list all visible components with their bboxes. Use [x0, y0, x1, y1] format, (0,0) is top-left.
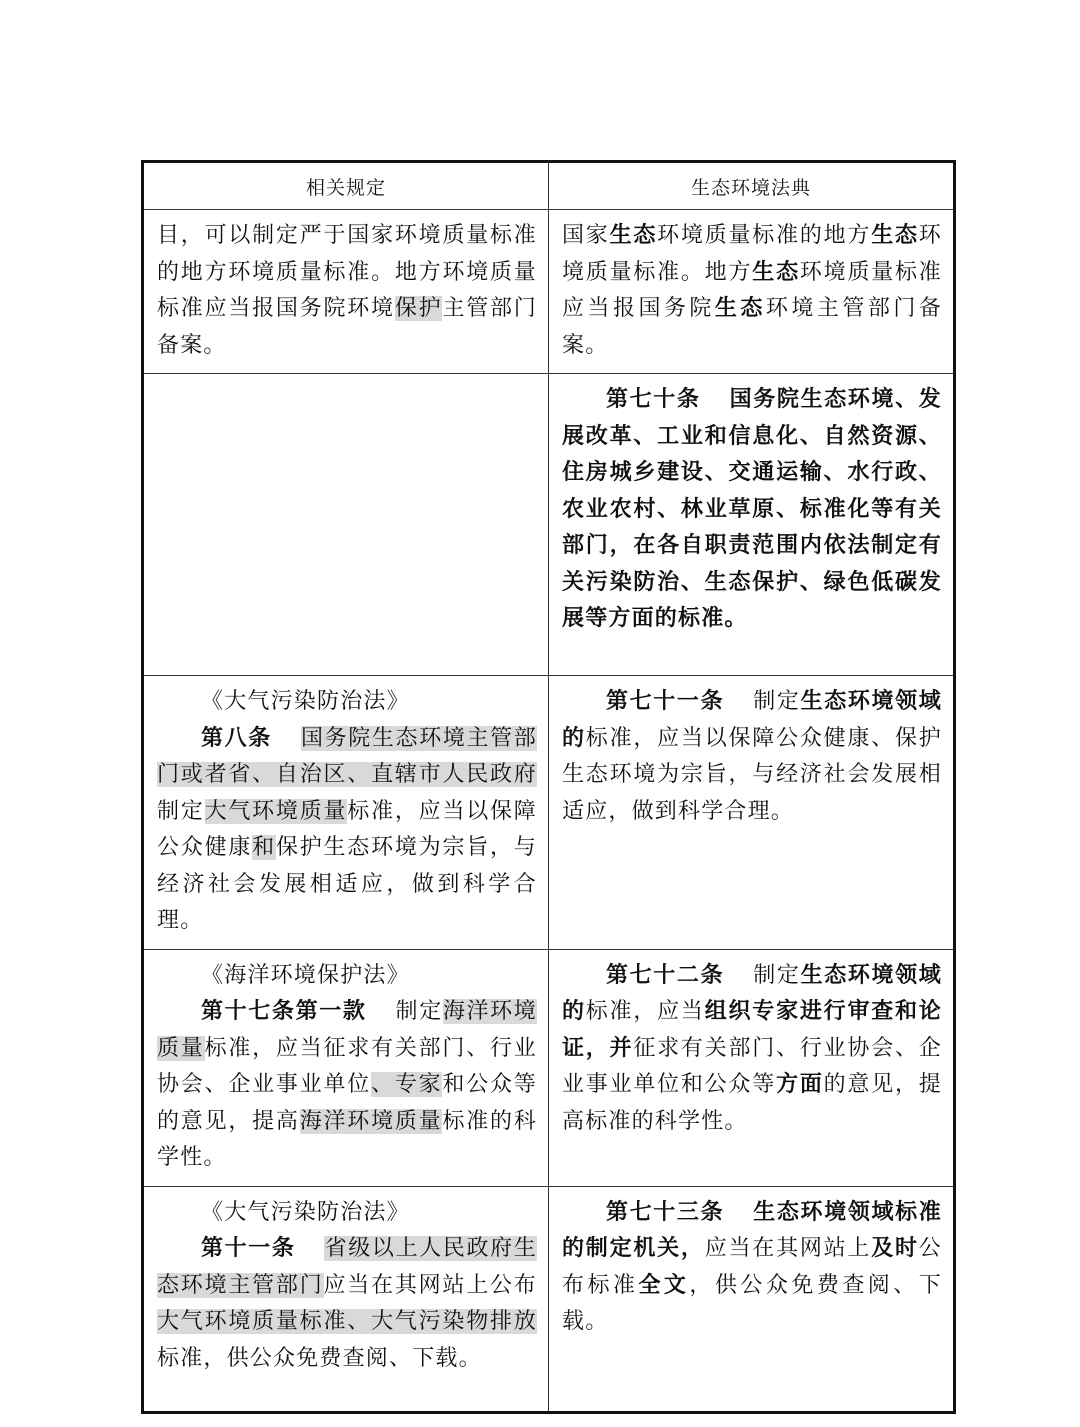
- left-cell-content: [145, 951, 547, 1185]
- text-segment: 公布标准: [562, 1236, 942, 1298]
- text-segment: 应当在其网站上: [704, 1236, 872, 1261]
- table-row: [143, 374, 955, 676]
- highlighted-text: 和: [252, 835, 276, 860]
- text-segment: 制定: [395, 999, 443, 1024]
- bold-text: 生态环境领域的: [562, 962, 942, 1024]
- text-segment: 标准，应当征求有关部门、行业协会、企业事业单位: [157, 1035, 537, 1097]
- text-segment: 的意见，提高标准的科学性。: [562, 1072, 942, 1134]
- bold-text: 生态环境领域标准的制定机关，: [562, 1199, 942, 1261]
- provision-text: [562, 218, 942, 364]
- law-title: 《大气污染防治法》: [201, 689, 410, 714]
- left-cell-content: [145, 211, 547, 372]
- bold-text: 生态环境领域的: [562, 689, 942, 751]
- table-row: [143, 1186, 955, 1412]
- highlighted-text: 海洋环境质量: [157, 999, 537, 1061]
- text-segment: 标准的科学性。: [157, 1108, 537, 1170]
- left-cell: [143, 210, 549, 374]
- right-cell: [549, 210, 955, 374]
- right-cell-content: [550, 951, 952, 1149]
- provision-text: [562, 1195, 942, 1341]
- right-cell: [549, 374, 955, 676]
- left-cell-content: [145, 1188, 547, 1386]
- text-segment: 保护生态环境为宗旨，与经济社会发展相适应，做到科学合理。: [157, 835, 538, 933]
- highlighted-text: 、专家: [371, 1072, 443, 1097]
- text-segment: 国家: [562, 223, 610, 248]
- header-eco-environment-code: 生态环境法典: [549, 162, 955, 210]
- text-segment: 目，可以制定严于国家环境质量标准的地方环境质量标准。地方环境质量标准应当报国务院环境: [157, 223, 537, 321]
- provision-text: [157, 218, 537, 364]
- left-cell-content: [145, 375, 547, 390]
- highlighted-text: 大气环境质量: [204, 798, 348, 824]
- table-header-row: [143, 162, 955, 210]
- left-cell: [143, 1186, 549, 1412]
- table-row: [143, 676, 955, 950]
- bold-text: 及时: [871, 1236, 919, 1261]
- highlighted-text: 保护: [394, 296, 443, 321]
- provision-text: [562, 684, 942, 830]
- text-segment: 环境质量标准的地方: [657, 223, 872, 248]
- article-number: 第八条: [201, 725, 272, 751]
- highlighted-text: 国务院生态环境主管部门或者省、自治区、直辖市人民政府: [157, 725, 537, 787]
- law-title: 《大气污染防治法》: [201, 1199, 410, 1225]
- law-title: 《海洋环境保护法》: [201, 962, 410, 988]
- bold-text: 方面: [776, 1072, 824, 1097]
- provision-text: [562, 958, 942, 1141]
- text-segment: 制定: [752, 962, 801, 988]
- bold-text: 生态: [871, 223, 919, 248]
- bold-text: 全文: [638, 1272, 690, 1298]
- text-segment: ，供公众免费查阅、下载。: [562, 1272, 942, 1334]
- text-segment: 环境质量标准。地方: [562, 223, 942, 285]
- table-row: [143, 949, 955, 1186]
- right-cell: [549, 676, 955, 950]
- article-number: 第七十三条: [606, 1199, 725, 1225]
- article-number: 第七十条: [606, 387, 701, 412]
- bold-text: 生态: [714, 296, 766, 321]
- table-body: [143, 210, 955, 1413]
- right-cell-content: [550, 375, 952, 646]
- table-row: [143, 210, 955, 374]
- right-cell: [549, 1186, 955, 1412]
- text-segment: 标准，应当: [585, 999, 705, 1024]
- highlighted-text: 大气环境质量标准、大气污染物排放: [157, 1309, 537, 1334]
- bold-text: 生态: [752, 259, 800, 285]
- provision-text: [157, 1231, 537, 1377]
- right-cell: [549, 949, 955, 1186]
- bold-text: 国务院生态环境、发展改革、工业和信息化、自然资源、住房城乡建设、交通运输、水行政、农业农村、林业草原、标准化等有关部门，在各自职责范围内依法制定有关污染防治、生态保护、绿色低碳发展等方面的标准。: [562, 387, 942, 631]
- header-related-provisions: 相关规定: [143, 162, 549, 210]
- text-segment: 环境质量标准应当报国务院: [562, 259, 943, 321]
- text-segment: 环境主管部门备案。: [562, 296, 943, 358]
- text-segment: 制定: [157, 798, 205, 824]
- highlighted-text: 省级以上人民政府生态环境主管部门: [157, 1236, 537, 1298]
- text-segment: 标准，供公众免费查阅、下载。: [157, 1345, 482, 1371]
- bold-text: 组织专家进行审查和论证，并: [562, 999, 942, 1061]
- article-number: 第十七条第一款: [201, 999, 367, 1024]
- left-cell: [143, 374, 549, 676]
- comparison-table: [141, 160, 956, 1414]
- article-number: 第十一条: [201, 1236, 296, 1261]
- text-segment: 制定: [752, 689, 801, 714]
- text-segment: 征求有关部门、行业协会、企业事业单位和公众等: [562, 1035, 942, 1097]
- text-segment: 标准，应当以保障公众健康、保护生态环境为宗旨，与经济社会发展相适应，做到科学合理。: [562, 725, 942, 824]
- text-segment: 标准，应当以保障公众健康: [157, 798, 537, 860]
- provision-text: [562, 382, 942, 638]
- text-segment: 和公众等的意见，提高: [157, 1072, 537, 1134]
- article-number: 第七十一条: [606, 689, 725, 714]
- right-cell-content: [550, 211, 952, 372]
- left-cell: [143, 949, 549, 1186]
- text-segment: 应当在其网站上公布: [323, 1272, 537, 1298]
- text-segment: 主管部门备案。: [157, 296, 537, 358]
- left-cell-content: [145, 677, 547, 948]
- left-cell: [143, 676, 549, 950]
- provision-text: [157, 994, 537, 1177]
- highlighted-text: 海洋环境质量: [299, 1108, 443, 1134]
- article-number: 第七十二条: [606, 962, 725, 988]
- right-cell-content: [550, 1188, 952, 1349]
- right-cell-content: [550, 677, 952, 838]
- bold-text: 生态: [609, 223, 658, 248]
- provision-text: [157, 721, 537, 940]
